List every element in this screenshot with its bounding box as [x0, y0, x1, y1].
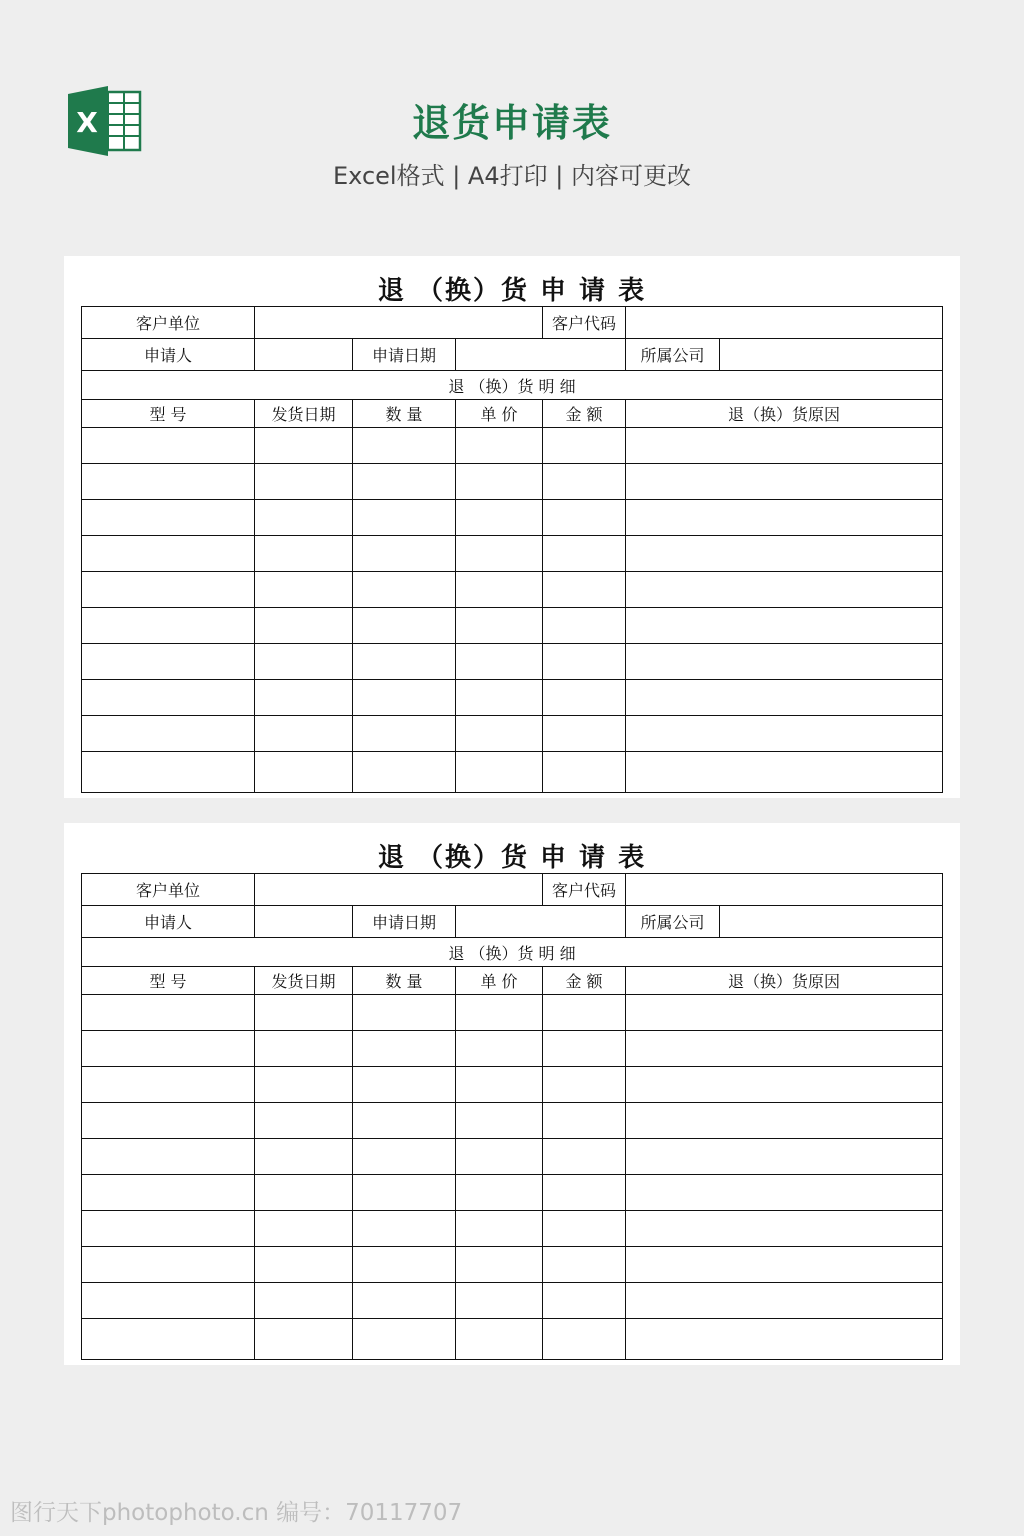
- customer-code-label: 客户代码: [543, 307, 626, 339]
- table-cell[interactable]: [626, 1319, 943, 1360]
- table-cell[interactable]: [353, 752, 456, 793]
- table-cell[interactable]: [82, 1139, 255, 1175]
- table-cell[interactable]: [255, 1175, 353, 1211]
- table-row: [82, 680, 943, 716]
- table-cell[interactable]: [626, 716, 943, 752]
- col-unit-price: 单 价: [456, 967, 543, 995]
- company-label: 所属公司: [626, 339, 720, 371]
- table-row: [82, 1139, 943, 1175]
- table-cell[interactable]: [626, 1211, 943, 1247]
- table-cell[interactable]: [456, 428, 543, 464]
- table-cell[interactable]: [456, 644, 543, 680]
- apply-date-label: 申请日期: [353, 339, 456, 371]
- table-cell[interactable]: [353, 680, 456, 716]
- table-cell[interactable]: [456, 1283, 543, 1319]
- table-cell[interactable]: [626, 1067, 943, 1103]
- svg-text:X: X: [76, 106, 98, 139]
- table-cell[interactable]: [82, 1283, 255, 1319]
- table-cell[interactable]: [353, 716, 456, 752]
- company-field[interactable]: [720, 906, 943, 938]
- customer-code-label: 客户代码: [543, 874, 626, 906]
- table-cell[interactable]: [626, 500, 943, 536]
- table-cell[interactable]: [456, 500, 543, 536]
- table-cell[interactable]: [543, 1031, 626, 1067]
- sheet-title: 退 （换）货 申 请 表: [377, 276, 647, 306]
- table-cell[interactable]: [543, 680, 626, 716]
- table-cell[interactable]: [82, 1211, 255, 1247]
- table-cell[interactable]: [626, 1031, 943, 1067]
- col-ship-date: 发货日期: [255, 967, 353, 995]
- table-cell[interactable]: [353, 1211, 456, 1247]
- table-cell[interactable]: [82, 464, 255, 500]
- details-section-header: 退 （换）货 明 细: [82, 371, 943, 400]
- table-cell[interactable]: [626, 572, 943, 608]
- table-cell[interactable]: [353, 536, 456, 572]
- table-cell[interactable]: [353, 1139, 456, 1175]
- table-cell[interactable]: [543, 1175, 626, 1211]
- table-cell[interactable]: [255, 464, 353, 500]
- table-cell[interactable]: [543, 608, 626, 644]
- table-row: [82, 1175, 943, 1211]
- table-cell[interactable]: [353, 500, 456, 536]
- table-cell[interactable]: [255, 752, 353, 793]
- table-row: [82, 500, 943, 536]
- table-row: [82, 536, 943, 572]
- table-cell[interactable]: [626, 644, 943, 680]
- col-model: 型 号: [82, 967, 255, 995]
- table-cell[interactable]: [543, 995, 626, 1031]
- col-ship-date: 发货日期: [255, 400, 353, 428]
- col-model: 型 号: [82, 400, 255, 428]
- table-cell[interactable]: [353, 1175, 456, 1211]
- table-row: [82, 1247, 943, 1283]
- table-cell[interactable]: [353, 464, 456, 500]
- col-reason: 退（换）货原因: [626, 400, 943, 428]
- table-cell[interactable]: [82, 608, 255, 644]
- table-cell[interactable]: [255, 680, 353, 716]
- apply-date-field[interactable]: [456, 339, 626, 371]
- table-cell[interactable]: [353, 1031, 456, 1067]
- customer-unit-label: 客户单位: [82, 307, 255, 339]
- customer-unit-field[interactable]: [255, 874, 543, 906]
- table-cell[interactable]: [626, 1175, 943, 1211]
- applicant-label: 申请人: [82, 339, 255, 371]
- table-cell[interactable]: [255, 572, 353, 608]
- table-row: [82, 428, 943, 464]
- table-cell[interactable]: [456, 1139, 543, 1175]
- table-cell[interactable]: [626, 752, 943, 793]
- table-row: [82, 716, 943, 752]
- table-cell[interactable]: [255, 500, 353, 536]
- apply-date-field[interactable]: [456, 906, 626, 938]
- table-cell[interactable]: [456, 752, 543, 793]
- table-cell[interactable]: [456, 716, 543, 752]
- table-cell[interactable]: [543, 1067, 626, 1103]
- table-cell[interactable]: [255, 995, 353, 1031]
- table-cell[interactable]: [82, 1175, 255, 1211]
- table-cell[interactable]: [353, 1067, 456, 1103]
- col-unit-price: 单 价: [456, 400, 543, 428]
- table-cell[interactable]: [255, 428, 353, 464]
- return-form-table: [81, 306, 943, 793]
- table-cell[interactable]: [626, 1139, 943, 1175]
- return-form-table: [81, 873, 943, 1360]
- table-cell[interactable]: [626, 1247, 943, 1283]
- table-row: [82, 644, 943, 680]
- table-cell[interactable]: [456, 1211, 543, 1247]
- applicant-field[interactable]: [255, 339, 353, 371]
- table-cell[interactable]: [82, 1247, 255, 1283]
- table-cell[interactable]: [543, 500, 626, 536]
- table-cell[interactable]: [543, 1211, 626, 1247]
- table-cell[interactable]: [456, 680, 543, 716]
- col-amount: 金 额: [543, 967, 626, 995]
- customer-unit-label: 客户单位: [82, 874, 255, 906]
- table-cell[interactable]: [82, 644, 255, 680]
- table-cell[interactable]: [255, 1211, 353, 1247]
- table-cell[interactable]: [626, 995, 943, 1031]
- table-cell[interactable]: [456, 1247, 543, 1283]
- table-cell[interactable]: [353, 608, 456, 644]
- customer-unit-field[interactable]: [255, 307, 543, 339]
- table-cell[interactable]: [626, 428, 943, 464]
- customer-code-field[interactable]: [626, 307, 943, 339]
- table-cell[interactable]: [255, 608, 353, 644]
- table-row: [82, 608, 943, 644]
- table-cell[interactable]: [82, 500, 255, 536]
- table-cell[interactable]: [543, 464, 626, 500]
- company-label: 所属公司: [626, 906, 720, 938]
- page-title: 退货申请表: [411, 101, 612, 145]
- table-row: [82, 464, 943, 500]
- table-cell[interactable]: [82, 680, 255, 716]
- table-cell[interactable]: [255, 1031, 353, 1067]
- table-cell[interactable]: [82, 1319, 255, 1360]
- customer-code-field[interactable]: [626, 874, 943, 906]
- table-cell[interactable]: [543, 428, 626, 464]
- table-cell[interactable]: [543, 572, 626, 608]
- table-cell[interactable]: [456, 1103, 543, 1139]
- table-row: [82, 572, 943, 608]
- table-cell[interactable]: [543, 1139, 626, 1175]
- table-cell[interactable]: [82, 995, 255, 1031]
- table-cell[interactable]: [456, 995, 543, 1031]
- applicant-label: 申请人: [82, 906, 255, 938]
- table-cell[interactable]: [543, 1319, 626, 1360]
- table-cell[interactable]: [543, 752, 626, 793]
- col-amount: 金 额: [543, 400, 626, 428]
- table-cell[interactable]: [456, 1031, 543, 1067]
- table-cell[interactable]: [82, 1067, 255, 1103]
- table-cell[interactable]: [255, 1103, 353, 1139]
- table-cell[interactable]: [255, 644, 353, 680]
- table-cell[interactable]: [626, 464, 943, 500]
- table-row: [82, 752, 943, 793]
- applicant-field[interactable]: [255, 906, 353, 938]
- table-cell[interactable]: [255, 716, 353, 752]
- table-cell[interactable]: [543, 1283, 626, 1319]
- col-quantity: 数 量: [353, 967, 456, 995]
- form-sheet-1: [64, 256, 960, 798]
- table-cell[interactable]: [456, 1175, 543, 1211]
- table-cell[interactable]: [456, 1319, 543, 1360]
- table-cell[interactable]: [543, 716, 626, 752]
- col-reason: 退（换）货原因: [626, 967, 943, 995]
- table-cell[interactable]: [255, 1247, 353, 1283]
- table-cell[interactable]: [353, 572, 456, 608]
- table-cell[interactable]: [543, 1103, 626, 1139]
- table-row: [82, 1319, 943, 1360]
- table-cell[interactable]: [626, 1103, 943, 1139]
- table-cell[interactable]: [456, 572, 543, 608]
- table-cell[interactable]: [456, 464, 543, 500]
- table-row: [82, 1211, 943, 1247]
- table-cell[interactable]: [82, 572, 255, 608]
- watermark-text: 图行天下photophoto.cn 编号：70117707: [10, 1500, 463, 1526]
- table-cell[interactable]: [626, 680, 943, 716]
- table-cell[interactable]: [82, 752, 255, 793]
- form-sheet-2: [64, 823, 960, 1365]
- table-row: [82, 995, 943, 1031]
- table-cell[interactable]: [543, 1247, 626, 1283]
- table-cell[interactable]: [353, 1247, 456, 1283]
- table-cell[interactable]: [353, 1319, 456, 1360]
- col-quantity: 数 量: [353, 400, 456, 428]
- table-cell[interactable]: [626, 1283, 943, 1319]
- apply-date-label: 申请日期: [353, 906, 456, 938]
- table-cell[interactable]: [456, 1067, 543, 1103]
- table-cell[interactable]: [626, 536, 943, 572]
- table-cell[interactable]: [255, 1067, 353, 1103]
- table-cell[interactable]: [353, 995, 456, 1031]
- table-cell[interactable]: [353, 1283, 456, 1319]
- table-cell[interactable]: [82, 1031, 255, 1067]
- table-row: [82, 1283, 943, 1319]
- table-cell[interactable]: [543, 536, 626, 572]
- page-subtitle: Excel格式 | A4打印 | 内容可更改: [333, 162, 691, 190]
- table-cell[interactable]: [255, 1139, 353, 1175]
- table-cell[interactable]: [543, 644, 626, 680]
- table-cell[interactable]: [255, 1319, 353, 1360]
- table-row: [82, 1067, 943, 1103]
- table-cell[interactable]: [82, 428, 255, 464]
- table-cell[interactable]: [255, 536, 353, 572]
- table-cell[interactable]: [255, 1283, 353, 1319]
- table-cell[interactable]: [626, 608, 943, 644]
- table-cell[interactable]: [353, 644, 456, 680]
- table-cell[interactable]: [353, 1103, 456, 1139]
- table-row: [82, 1031, 943, 1067]
- sheet-title: 退 （换）货 申 请 表: [377, 843, 647, 873]
- details-section-header: 退 （换）货 明 细: [82, 938, 943, 967]
- company-field[interactable]: [720, 339, 943, 371]
- table-cell[interactable]: [82, 536, 255, 572]
- table-row: [82, 1103, 943, 1139]
- table-cell[interactable]: [353, 428, 456, 464]
- table-cell[interactable]: [82, 716, 255, 752]
- table-cell[interactable]: [456, 536, 543, 572]
- table-cell[interactable]: [82, 1103, 255, 1139]
- table-cell[interactable]: [456, 608, 543, 644]
